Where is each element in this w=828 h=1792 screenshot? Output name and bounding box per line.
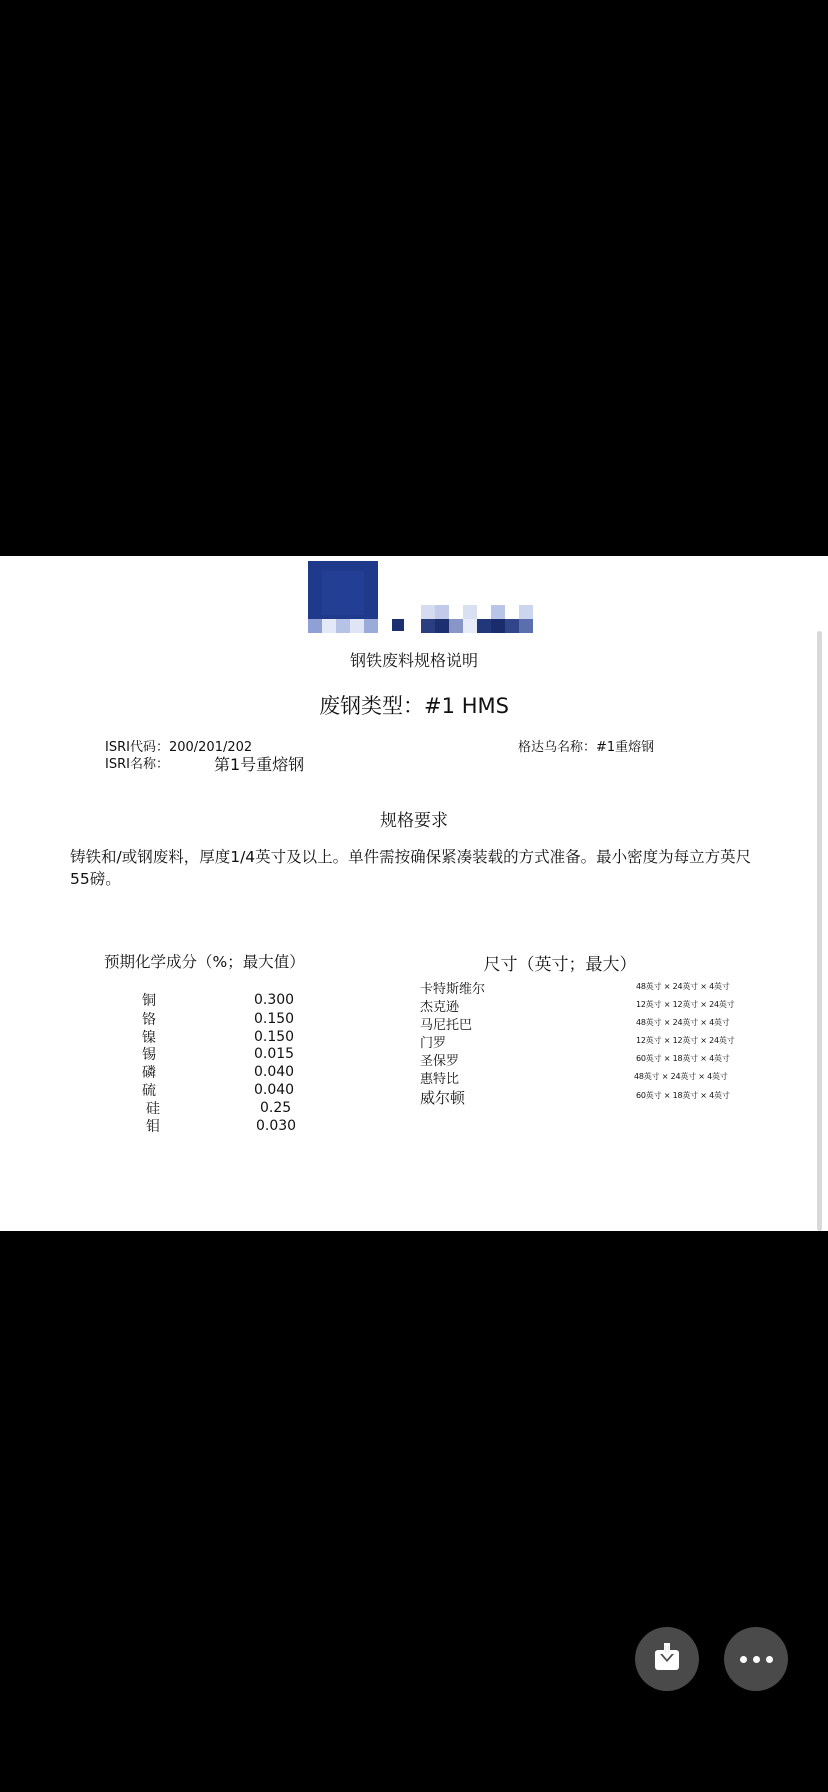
dim-size: 60英寸 × 18英寸 × 4英寸: [636, 1091, 730, 1100]
dim-size: 48英寸 × 24英寸 × 4英寸: [634, 1072, 728, 1081]
table-row: [0, 1044, 340, 1062]
godaddy-name: 格达乌名称：#1重熔钢: [518, 740, 655, 755]
dim-location: 圣保罗: [420, 1054, 460, 1069]
table-row: [420, 1050, 750, 1068]
chem-element: 钼: [146, 1119, 160, 1135]
table-row: [0, 1116, 340, 1134]
spec-paragraph: 铸铁和/或钢废料，厚度1/4英寸及以上。单件需按确保紧凑装载的方式准备。最小密度为每立方英尺55磅。: [70, 848, 752, 888]
dim-location: 惠特比: [420, 1072, 460, 1087]
more-dots-icon: [740, 1656, 773, 1663]
table-row: [420, 1014, 750, 1032]
dim-size: 12英寸 × 12英寸 × 24英寸: [636, 1000, 735, 1009]
table-row: [420, 1032, 750, 1050]
vertical-scrollbar[interactable]: [817, 631, 822, 1231]
table-row: [0, 990, 340, 1008]
dim-location: 马尼托巴: [420, 1018, 473, 1033]
chem-value: 0.015: [254, 1046, 295, 1062]
dim-location: 门罗: [420, 1036, 447, 1051]
document-page: [0, 556, 828, 1231]
chem-value: 0.040: [254, 1064, 295, 1080]
table-row: [420, 1068, 750, 1086]
chemistry-title: 预期化学成分（%；最大值）: [104, 953, 305, 971]
save-image-button[interactable]: [635, 1627, 699, 1691]
chem-element: 镍: [142, 1030, 156, 1046]
chem-value: 0.300: [254, 992, 295, 1008]
dim-size: 48英寸 × 24英寸 × 4英寸: [636, 982, 730, 991]
dim-size: 48英寸 × 24英寸 × 4英寸: [636, 1018, 730, 1027]
table-row: [420, 978, 750, 996]
download-icon: [653, 1642, 681, 1676]
table-row: [0, 1098, 340, 1116]
isri-name-value: 第1号重熔钢: [214, 755, 305, 774]
chem-element: 硅: [146, 1101, 160, 1117]
chem-element: 硫: [142, 1083, 156, 1099]
dim-size: 60英寸 × 18英寸 × 4英寸: [636, 1054, 730, 1063]
chem-element: 铜: [142, 993, 156, 1009]
scrap-type-heading: 废钢类型：#1 HMS: [319, 694, 509, 718]
section-title: 规格要求: [380, 811, 448, 831]
table-row: [420, 1087, 750, 1105]
dim-location: 卡特斯维尔: [420, 982, 486, 997]
table-row: [0, 1009, 340, 1027]
dim-location: 威尔顿: [420, 1089, 466, 1107]
dimensions-title: 尺寸（英寸；最大）: [483, 955, 637, 975]
isri-name-label: ISRI名称：: [105, 757, 169, 772]
chem-element: 铬: [142, 1012, 156, 1028]
dim-size: 12英寸 × 12英寸 × 24英寸: [636, 1036, 735, 1045]
chem-value: 0.25: [260, 1100, 292, 1116]
table-row: [0, 1027, 340, 1045]
dim-location: 杰克逊: [420, 1000, 460, 1015]
document-title: 钢铁废料规格说明: [349, 651, 478, 670]
table-row: [420, 996, 750, 1014]
isri-code: ISRI代码：200/201/202: [105, 740, 253, 755]
table-row: [0, 1080, 340, 1098]
chem-element: 锡: [142, 1047, 156, 1063]
chem-value: 0.040: [254, 1082, 295, 1098]
chem-element: 磷: [142, 1065, 156, 1081]
table-row: [0, 1062, 340, 1080]
more-options-button[interactable]: [724, 1627, 788, 1691]
chem-value: 0.150: [254, 1011, 295, 1027]
company-logo-blurred: [308, 561, 534, 633]
chem-value: 0.030: [256, 1118, 297, 1134]
chem-value: 0.150: [254, 1029, 295, 1045]
